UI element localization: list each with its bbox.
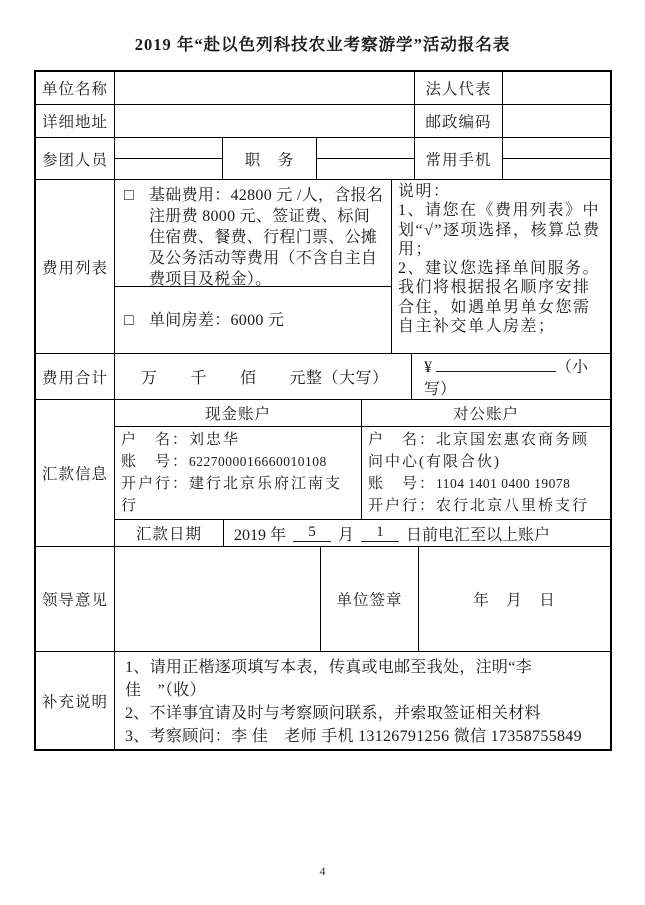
table-row [36,138,610,180]
postcode-label: 邮政编码 [415,105,503,138]
remittance-label: 汇款信息 [36,400,115,547]
position-label: 职 务 [223,138,317,180]
legal-rep-field [503,72,610,105]
corporate-account-name: 户 名：北京国宏惠农商务顾问中心(有限合伙) [368,432,590,470]
remit-date-label: 汇款日期 [115,520,224,547]
participant-name-field-1 [115,138,222,159]
cash-account-name: 户 名：刘忠华 [121,432,241,448]
fee-note-item: 1、请您在《费用列表》中划“√”逐项选择，核算总费用； [398,202,601,258]
fee-total-lower [412,354,610,400]
currency-symbol: ¥ [424,359,432,376]
supplement-item: 2、不详事宜请及时与考察顾问联系，并索取签证相关材料 [125,705,541,722]
mobile-field-1 [503,138,610,159]
registration-form-table [34,70,612,751]
fee-list-label: 费用列表 [36,180,115,354]
lower-suffix: （小写） [424,359,589,398]
page-title: 2019 年“赴以色列科技农业考察游学”活动报名表 [134,35,511,54]
remit-day-value: 1 [361,524,399,542]
participant-name-fields [115,138,223,180]
fee-total-label: 费用合计 [36,354,115,400]
remittance-row [36,400,610,547]
checkbox-icon[interactable]: □ [124,187,134,204]
remittance-detail [115,400,610,547]
supplement-row [36,652,610,749]
remit-date-content [224,520,610,547]
remit-month-label: 月 [338,526,355,544]
cash-account-header: 现金账户 [115,400,362,427]
supplement-item: 1、请用正楷逐项填写本表，传真或电邮至我处，注明“李佳 ”（收） [125,659,532,699]
mobile-label: 常用手机 [415,138,503,180]
checkbox-icon[interactable]: □ [124,311,134,329]
fee-options [115,180,392,354]
fee-list-row [36,180,610,354]
cash-account-number: 账 号：6227000016660010108 [121,454,327,470]
mobile-field-2 [503,159,610,179]
postcode-field [503,105,610,138]
position-field-2 [317,159,414,179]
position-field-1 [317,138,414,159]
unit-name-label: 单位名称 [36,72,115,105]
corporate-account-bank: 开户行：农行北京八里桥支行 [368,498,590,514]
leader-opinion-field [115,547,321,652]
remit-date-suffix: 日前电汇至以上账户 [406,526,551,544]
amount-underline [436,358,556,372]
remit-year-text: 2019 年 [234,526,287,544]
corporate-account-header: 对公账户 [362,400,610,427]
participant-name-field-2 [115,159,222,179]
fee-option-single-room-text: 单间房差：6000 元 [149,311,285,329]
table-row [36,72,610,105]
fee-total-capital: 万 千 佰 元整（大写） [115,354,412,400]
cash-account-details [115,427,362,520]
position-fields [317,138,415,180]
fee-total-row [36,354,610,400]
fee-notes [392,180,610,354]
remit-date-row [115,520,610,547]
corporate-account-number-value: 1104 1401 0400 19078 [436,476,571,491]
cash-account-number-value: 6227000016660010108 [189,454,327,469]
unit-name-field [115,72,415,105]
corporate-account-number: 账 号：1104 1401 0400 19078 [368,476,571,492]
page-number: 4 [319,864,326,878]
seal-date-text: 年 月 日 [419,547,610,652]
fee-option-basic [115,180,391,287]
participants-label: 参团人员 [36,138,115,180]
fee-note-item: 2、建议您选择单间服务。我们将根据报名顺序安排合住，如遇单男单女您需自主补交单人房差； [398,260,601,336]
legal-rep-label: 法人代表 [415,72,503,105]
account-header-row [115,400,610,427]
fee-option-basic-text: 基础费用：42800 元 /人，含报名注册费 8000 元、签证费、标间住宿费、餐费、行程门票、公摊及公务活动等费用（不含自主自费项目及税金）。 [149,187,384,288]
leader-opinion-row [36,547,610,652]
leader-opinion-label: 领导意见 [36,547,115,652]
supplement-item: 3、考察顾问：李 佳 老师 手机 13126791256 微信 17358755849 [125,728,582,745]
table-row [36,105,610,138]
mobile-fields [503,138,610,180]
cash-account-bank: 开户行：建行北京乐府江南支行 [121,476,343,514]
fee-notes-title: 说明： [398,183,451,200]
corporate-account-details [362,427,610,520]
address-field [115,105,415,138]
fee-option-single-room [115,287,391,353]
remit-month-value: 5 [293,524,331,542]
supplement-content [115,652,610,749]
address-label: 详细地址 [36,105,115,138]
unit-seal-label: 单位签章 [321,547,419,652]
account-detail-row [115,427,610,520]
supplement-label: 补充说明 [36,652,115,749]
